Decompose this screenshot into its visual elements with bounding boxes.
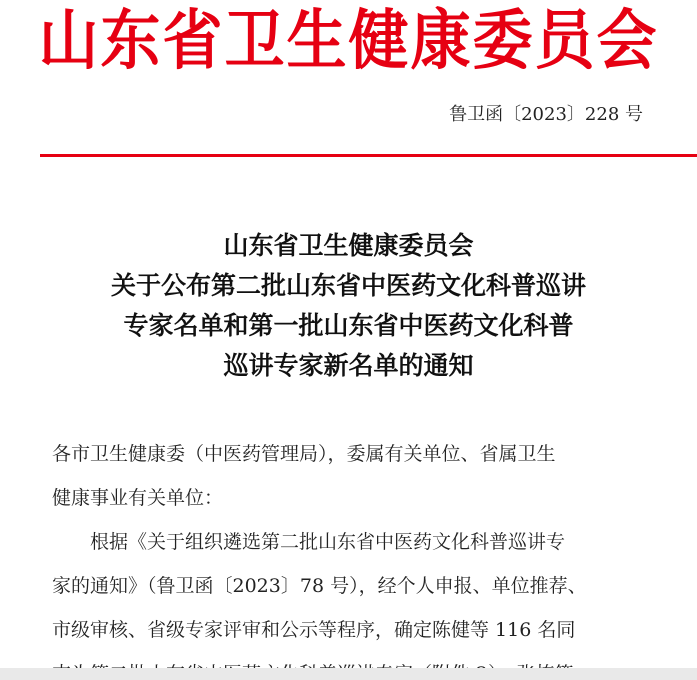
notice-title — [0, 226, 697, 386]
salutation-line: 健康事业有关单位： — [52, 487, 224, 509]
document-header-title: 山东省卫生健康委员会 — [38, 3, 659, 79]
paragraph-line: 市级审核、省级专家评审和公示等程序，确定陈健等 116 名同 — [52, 619, 576, 641]
paragraph-line: 家的通知》（鲁卫函〔2023〕78 号），经个人申报、单位推荐、 — [52, 575, 587, 597]
notice-title-line: 巡讲专家新名单的通知 — [223, 351, 474, 380]
salutation-line: 各市卫生健康委（中医药管理局），委属有关单位、省属卫生 — [52, 443, 556, 465]
notice-title-line: 专家名单和第一批山东省中医药文化科普 — [123, 311, 574, 340]
notice-body — [52, 432, 640, 680]
page-bottom-edge — [0, 668, 697, 680]
body-paragraph — [52, 520, 640, 680]
notice-title-line: 山东省卫生健康委员会 — [223, 231, 474, 260]
header-divider — [40, 154, 697, 157]
document-number: 鲁卫函〔2023〕228 号 — [449, 104, 643, 125]
paragraph-line: 根据《关于组织遴选第二批山东省中医药文化科普巡讲专 — [90, 531, 566, 553]
salutation — [52, 432, 640, 520]
notice-title-line: 关于公布第二批山东省中医药文化科普巡讲 — [110, 271, 586, 300]
